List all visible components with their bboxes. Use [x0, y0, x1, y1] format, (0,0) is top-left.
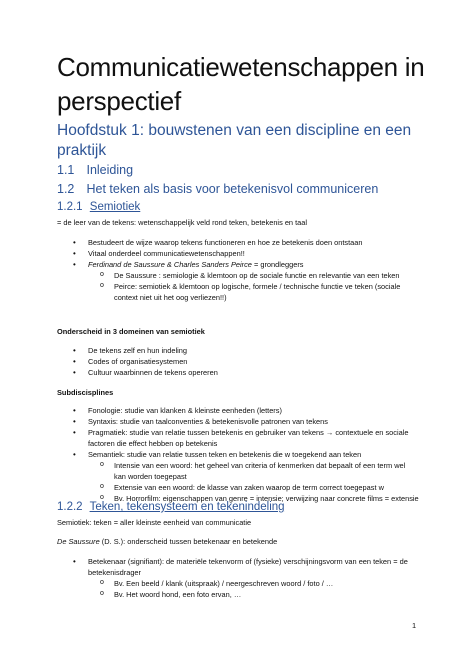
list-item: • Cultuur waarbinnen de tekens opereren — [57, 367, 419, 378]
subsection-heading-1-2-1 — [57, 200, 140, 214]
list-subitem: o Bv. Een beeld / klank (uitspraak) / neergeschreven woord / foto / … — [57, 578, 419, 589]
list-item: • Bestudeert de wijze waarop tekens functioneren en hoe ze betekenis doen ontstaan — [57, 237, 419, 248]
founders-note: = grondleggers — [253, 260, 304, 269]
list-subitem: o Extensie van een woord: de klasse van zaken waarop de term correct toegepast w — [57, 482, 419, 493]
pragmatiek-text: Pragmatiek: studie van relatie tussen betekenis en gebruiker van tekens — [88, 428, 324, 437]
betekenaar-list — [57, 556, 419, 600]
list-item: • Semantiek: studie van relatie tussen teken en betekenis die w toegekend aan teken — [57, 449, 419, 460]
saussure-text: (D. S.): onderscheid tussen betekenaar en betekende — [99, 537, 278, 546]
list-item — [57, 427, 419, 449]
saussure-line — [57, 536, 419, 547]
chapter-heading: Hoofdstuk 1: bouwstenen van een discipline en een praktijk — [57, 122, 412, 159]
domains-heading: Onderscheid in 3 domeinen van semiotiek — [57, 327, 205, 336]
list-item: • Syntaxis: studie van taalconventies & betekenisvolle patronen van tekens — [57, 416, 419, 427]
pragmatiek-context: contextuele en sociale factoren die effect hebben op betekenis — [88, 428, 409, 448]
saussure-name: De Saussure — [57, 537, 100, 546]
list-subitem: o De Saussure : semiologie & klemtoon op de sociale functie en relevantie van een teken — [57, 270, 419, 281]
document-title: Communicatiewetenschappen in perspectief — [57, 52, 425, 116]
founders-names: Ferdinand de Saussure & Charles Sanders Peirce — [88, 260, 252, 269]
section-number: 1.2 — [57, 182, 75, 196]
section-heading-1-1 — [57, 162, 133, 178]
list-subitem: o Bv. Het woord hond, een foto ervan, … — [57, 589, 419, 600]
subsection-heading-1-2-2 — [57, 500, 285, 514]
list-item: • Codes of organisatiesystemen — [57, 356, 419, 367]
list-item: • De tekens zelf en hun indeling — [57, 345, 419, 356]
subsection-label: Semiotiek — [89, 201, 141, 213]
semiotiek-list — [57, 237, 419, 303]
section-number: 1.1 — [57, 163, 75, 177]
section-label: Het teken als basis voor betekenisvol communiceren — [86, 182, 379, 196]
domains-list — [57, 345, 419, 378]
list-item: • Fonologie: studie van klanken & kleinste eenheden (letters) — [57, 405, 419, 416]
page-number: 1 — [412, 621, 417, 630]
semiotiek-definition: = de leer van de tekens: wetenschappelijk veld rond teken, betekenis en taal — [57, 218, 308, 227]
list-subitem: o Bv. Horrorfilm: eigenschappen van genre = intensie; verwijzing naar concrete films = extensie — [57, 493, 419, 504]
subsection-number: 1.2.2 — [57, 501, 83, 513]
list-item: • Vitaal onderdeel communicatiewetenschappen!! — [57, 248, 419, 259]
section-label: Inleiding — [86, 163, 134, 177]
subdisciplines-heading: Subdiscisplines — [57, 388, 114, 397]
list-subitem: o Peirce: semiotiek & klemtoon op logische, formele / technische functie ve teken (sociale context niet uit het oog verliezen!!) — [57, 281, 419, 303]
semiotiek-teken: Semiotiek: teken = aller kleinste eenheid van communicatie — [57, 518, 252, 527]
section-heading-1-2 — [57, 181, 378, 197]
subsection-label: Teken, tekensysteem en tekenindeling — [89, 501, 285, 513]
arrow-right-icon: → — [325, 428, 334, 437]
subdisciplines-list — [57, 405, 419, 504]
list-subitem: o Intensie van een woord: het geheel van criteria of kenmerken dat bepaalt of een term wel kan worden toegepast — [57, 460, 419, 482]
list-item: • Betekenaar (signifiant): de materiële tekenvorm of (fysieke) verschijningsvorm van een teken = de betekenisdrager — [57, 556, 419, 578]
subsection-number: 1.2.1 — [57, 201, 83, 213]
list-item — [57, 259, 419, 270]
